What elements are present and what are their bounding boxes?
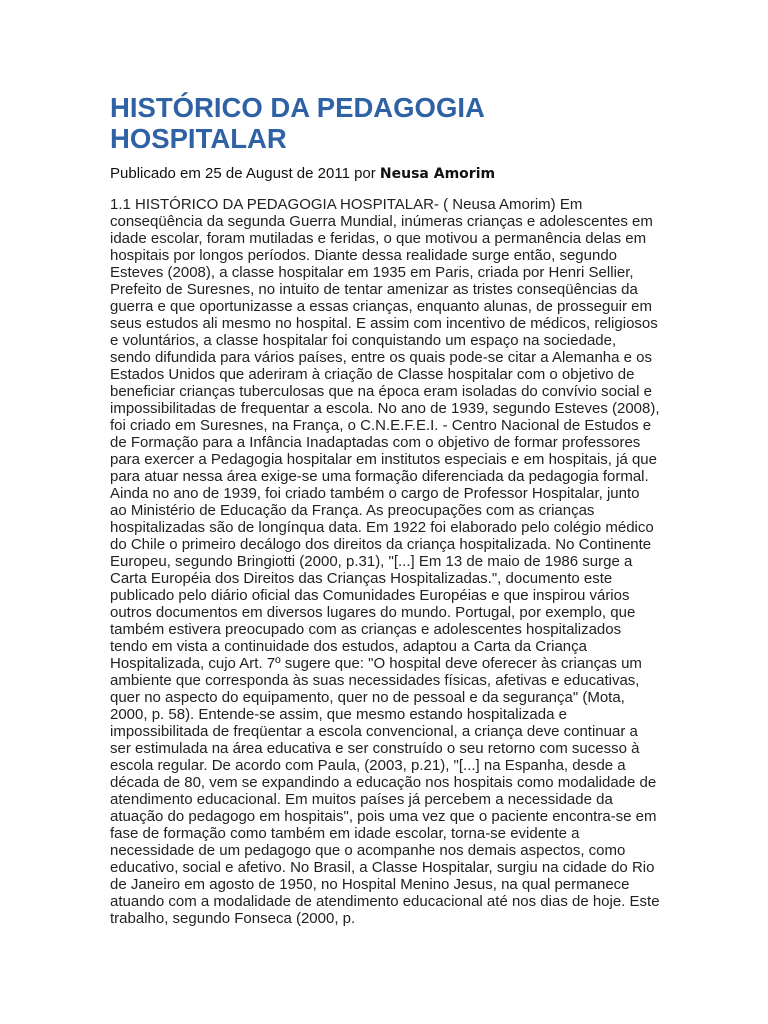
author-name: Neusa Amorim [379,166,496,182]
article-title [110,92,662,154]
document-page [110,92,662,927]
article-byline [110,164,662,184]
article-title-line-1: HISTÓRICO DA PEDAGOGIA [110,92,485,123]
byline-text: Publicado em 25 de August de 2011 por [110,165,380,182]
article-title-line-2: HOSPITALAR [110,123,287,154]
article-body: 1.1 HISTÓRICO DA PEDAGOGIA HOSPITALAR- ( Neusa Amorim) Em conseqüência da segunda Guerra Mundial, inúmeras crianças e adolescentes em idade escolar, foram mutiladas e feridas, o que motivou a permanência delas em hospitais por longos períodos. Diante dessa realidade surge então, segundo Esteves (2008), a classe hospitalar em 1935 em Paris, criada por Henri Sellier, Prefeito de Suresnes, no intuito de tentar amenizar as tristes conseqüências da guerra e que oportunizasse a essas crianças, enquanto alunas, de prosseguir em seus estudos ali mesmo no hospital. E assim com incentivo de médicos, religiosos e voluntários, a classe hospitalar foi conquistando um espaço na sociedade, sendo difundida para vários países, entre os quais pode-se citar a Alemanha e os Estados Unidos que aderiram à criação de Classe hospitalar com o objetivo de beneficiar crianças tuberculosas que na época eram isoladas do convívio social e impossibilitadas de frequentar a escola. No ano de 1939, segundo Esteves (2008), foi criado em Suresnes, na França, o C.N.E.F.E.I. - Centro Nacional de Estudos e de Formação para a Infância Inadaptadas com o objetivo de formar professores para exercer a Pedagogia hospitalar em institutos especiais e em hospitais, já que para atuar nessa área exige-se uma formação diferenciada da pedagogia formal. Ainda no ano de 1939, foi criado também o cargo de Professor Hospitalar, junto ao Ministério de Educação da França. As preocupações com as crianças hospitalizadas são de longínqua data. Em 1922 foi elaborado pelo colégio médico do Chile o primeiro decálogo dos direitos da criança hospitalizada. No Continente Europeu, segundo Bringiotti (2000, p.31), "[...] Em 13 de maio de 1986 surge a Carta Européia dos Direitos das Crianças Hospitalizadas.", documento este publicado pelo diário oficial das Comunidades Européias e que inspirou vários outros documentos em diversos lugares do mundo. Portugal, por exemplo, que também estivera preocupado com as crianças e adolescentes hospitalizados tendo em vista a continuidade dos estudos, adaptou a Carta da Criança Hospitalizada, cujo Art. 7º sugere que: "O hospital deve oferecer às crianças um ambiente que corresponda às suas necessidades físicas, afetivas e educativas, quer no aspecto do equipamento, quer no de pessoal e da segurança" (Mota, 2000, p. 58). Entende-se assim, que mesmo estando hospitalizada e impossibilitada de freqüentar a escola convencional, a criança deve continuar a ser estimulada na área educativa e ser construído o seu retorno com sucesso à escola regular. De acordo com Paula, (2003, p.21), "[...] na Espanha, desde a década de 80, vem se expandindo a educação nos hospitais como modalidade de atendimento educacional. Em muitos países já percebem a necessidade da atuação do pedagogo em hospitais", pois uma vez que o paciente encontra-se em fase de formação como também em idade escolar, torna-se evidente a necessidade de um pedagogo que o acompanhe nos demais aspectos, como educativo, social e afetivo. No Brasil, a Classe Hospitalar, surgiu na cidade do Rio de Janeiro em agosto de 1950, no Hospital Menino Jesus, na qual permanece atuando com a modalidade de atendimento educacional até nos dias de hoje. Este trabalho, segundo Fonseca (2000, p. [110,196,660,927]
